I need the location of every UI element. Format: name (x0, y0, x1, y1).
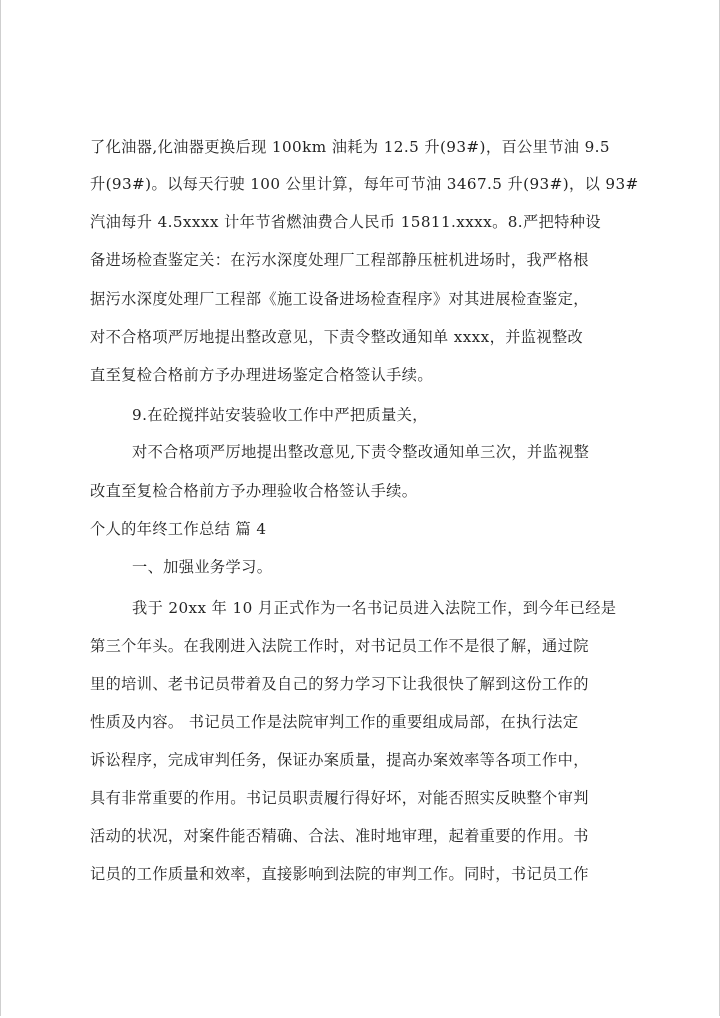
paragraph-line: 据污水深度处理厂工程部《施工设备进场检查程序》对其进展检查鉴定， (90, 290, 589, 308)
paragraph-line: 我于 20xx 年 10 月正式作为一名书记员进入法院工作，到今年已经是 (132, 599, 617, 617)
paragraph-line: 改直至复检合格前方予办理验收合格签认手续。 (90, 482, 418, 500)
paragraph-line: 具有非常重要的作用。书记员职责履行得好坏，对能否照实反映整个审判 (90, 789, 589, 807)
paragraph-line: 了化油器,化油器更换后现 100km 油耗为 12.5 升(93#)，百公里节油 9.5 (90, 138, 610, 156)
paragraph-line: 对不合格项严厉地提出整改意见，下责令整改通知单 xxxx，并监视整改 (90, 328, 584, 346)
paragraph-line: 直至复检合格前方予办理进场鉴定合格签认手续。 (90, 366, 433, 384)
section-heading: 个人的年终工作总结 篇 4 (90, 520, 267, 538)
paragraph-line: 性质及内容。 书记员工作是法院审判工作的重要组成局部，在执行法定 (90, 713, 579, 731)
paragraph-line: 活动的状况，对案件能否精确、合法、准时地审理，起着重要的作用。书 (90, 827, 589, 845)
paragraph-line: 汽油每升 4.5xxxx 计年节省燃油费合人民币 15811.xxxx。8.严把特种设 (90, 213, 601, 231)
subsection-heading: 一、加强业务学习。 (132, 558, 273, 576)
paragraph-line: 第三个年头。在我刚进入法院工作时，对书记员工作不是很了解，通过院 (90, 637, 589, 655)
paragraph-line: 里的培训、老书记员带着及自己的努力学习下让我很快了解到这份工作的 (90, 675, 589, 693)
paragraph-line: 诉讼程序，完成审判任务，保证办案质量，提高办案效率等各项工作中， (90, 751, 589, 769)
paragraph-line: 备进场检查鉴定关：在污水深度处理厂工程部静压桩机进场时，我严格根 (90, 251, 589, 269)
paragraph-line: 对不合格项严厉地提出整改意见,下责令整改通知单三次，并监视整 (132, 443, 590, 461)
paragraph-line: 升(93#)。以每天行驶 100 公里计算，每年可节油 3467.5 升(93#)，以 93# (90, 175, 639, 193)
paragraph-line: 记员的工作质量和效率，直接影响到法院的审判工作。同时，书记员工作 (90, 865, 589, 883)
paragraph-line: 9.在砼搅拌站安装验收工作中严把质量关， (132, 406, 428, 424)
